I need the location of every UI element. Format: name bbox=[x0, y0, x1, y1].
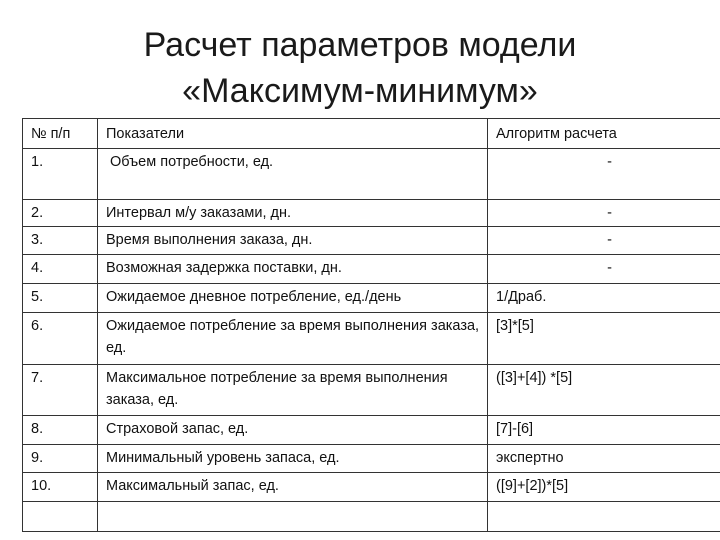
row-indicator: Минимальный уровень запаса, ед. bbox=[98, 445, 488, 473]
row-algorithm: - bbox=[488, 149, 720, 200]
empty-cell bbox=[488, 502, 720, 532]
row-indicator: Время выполнения заказа, дн. bbox=[98, 227, 488, 255]
row-number: 4. bbox=[23, 255, 98, 284]
row-indicator: Страховой запас, ед. bbox=[98, 416, 488, 445]
table-row bbox=[23, 313, 720, 365]
row-indicator: Возможная задержка поставки, дн. bbox=[98, 255, 488, 284]
row-algorithm: ([9]+[2])*[5] bbox=[488, 473, 720, 502]
row-algorithm: - bbox=[488, 227, 720, 255]
table-row bbox=[23, 149, 720, 200]
row-algorithm: ([3]+[4]) *[5] bbox=[488, 365, 720, 416]
table-row bbox=[23, 284, 720, 313]
row-number: 9. bbox=[23, 445, 98, 473]
row-indicator: Объем потребности, ед. bbox=[98, 149, 488, 200]
empty-cell bbox=[23, 502, 98, 532]
table-row bbox=[23, 416, 720, 445]
row-number: 7. bbox=[23, 365, 98, 416]
row-number: 1. bbox=[23, 149, 98, 200]
row-algorithm: 1/Драб. bbox=[488, 284, 720, 313]
row-indicator: Максимальное потребление за время выполнения заказа, ед. bbox=[98, 365, 488, 416]
row-number: 8. bbox=[23, 416, 98, 445]
table-row bbox=[23, 445, 720, 473]
table-row bbox=[23, 227, 720, 255]
row-algorithm: - bbox=[488, 255, 720, 284]
row-indicator: Интервал м/у заказами, дн. bbox=[98, 200, 488, 227]
row-indicator: Ожидаемое потребление за время выполнения заказа, ед. bbox=[98, 313, 488, 365]
row-indicator: Максимальный запас, ед. bbox=[98, 473, 488, 502]
row-algorithm: [3]*[5] bbox=[488, 313, 720, 365]
row-number: 2. bbox=[23, 200, 98, 227]
row-algorithm: - bbox=[488, 200, 720, 227]
table-row-empty bbox=[23, 502, 720, 532]
row-algorithm: [7]-[6] bbox=[488, 416, 720, 445]
table-row bbox=[23, 255, 720, 284]
table-header-row bbox=[23, 119, 720, 149]
row-indicator: Ожидаемое дневное потребление, ед./день bbox=[98, 284, 488, 313]
title-line-1: Расчет параметров модели bbox=[143, 26, 577, 64]
slide-title bbox=[0, 22, 720, 114]
table-row bbox=[23, 473, 720, 502]
row-number: 10. bbox=[23, 473, 98, 502]
table-row bbox=[23, 200, 720, 227]
row-number: 3. bbox=[23, 227, 98, 255]
row-number: 5. bbox=[23, 284, 98, 313]
row-number: 6. bbox=[23, 313, 98, 365]
table-row bbox=[23, 365, 720, 416]
row-algorithm: экспертно bbox=[488, 445, 720, 473]
empty-cell bbox=[98, 502, 488, 532]
header-algorithm: Алгоритм расчета bbox=[488, 119, 720, 149]
header-indicators: Показатели bbox=[98, 119, 488, 149]
title-line-2: «Максимум-минимум» bbox=[182, 72, 538, 110]
parameters-table bbox=[22, 118, 720, 532]
header-number: № п/п bbox=[23, 119, 98, 149]
